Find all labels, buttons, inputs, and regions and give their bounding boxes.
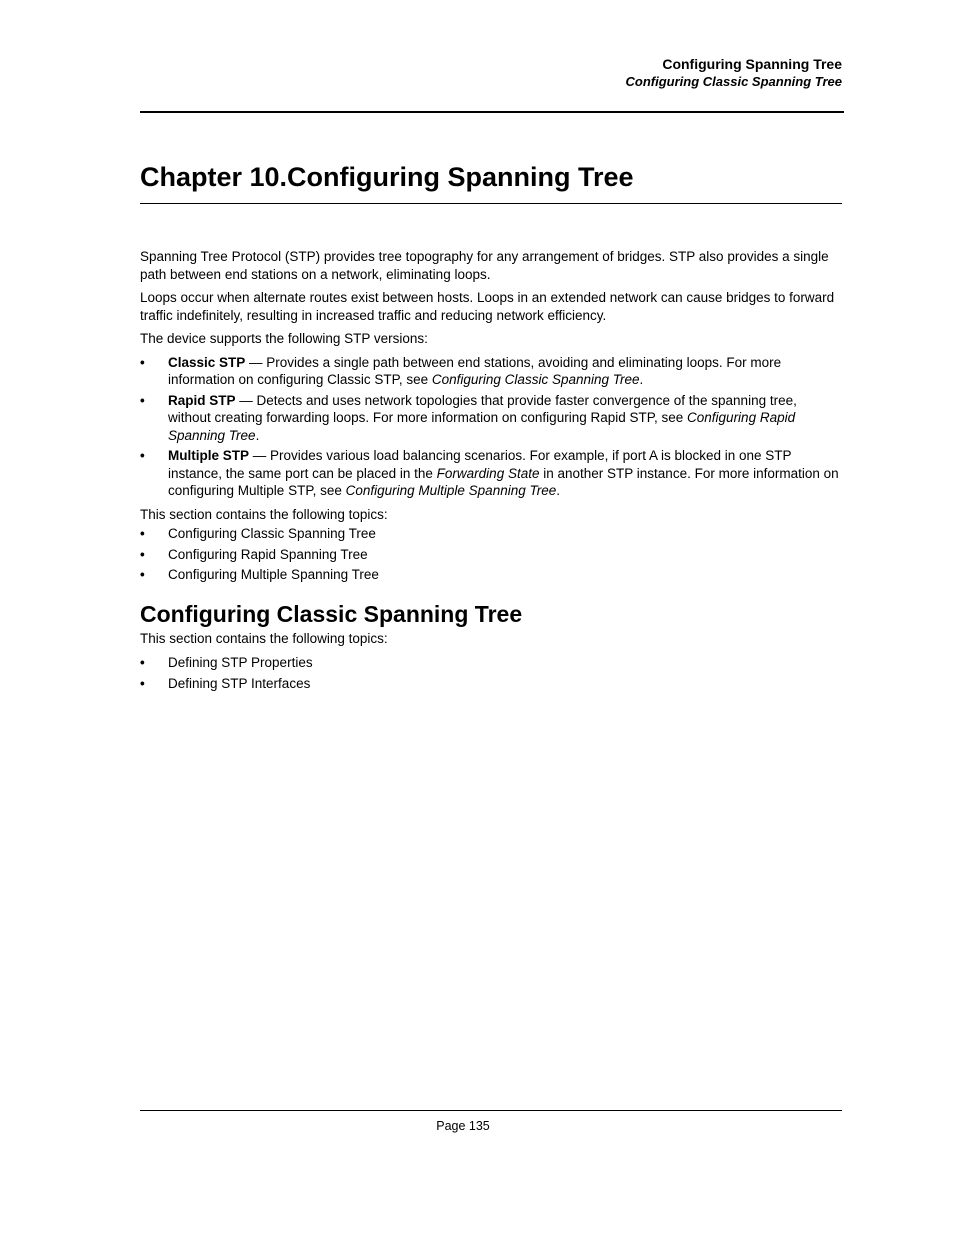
header-rule xyxy=(140,111,844,113)
topic-item: • Configuring Rapid Spanning Tree xyxy=(140,546,368,562)
list-item: • Classic STP — Provides a single path between end stations, avoiding and eliminating loops. For more information on configuring Classic STP, see Configuring Classic Spanning Tree. xyxy=(140,354,782,387)
bullet-icon: • xyxy=(140,567,145,582)
chapter-title-rule xyxy=(140,203,842,204)
topic-item: • Defining STP Interfaces xyxy=(140,675,311,691)
chapter-title: Chapter 10.Configuring Spanning Tree xyxy=(140,162,634,192)
running-header-subtitle: Configuring Classic Spanning Tree xyxy=(625,74,842,89)
cross-reference: Configuring Rapid Spanning Tree xyxy=(168,410,796,443)
topic-item: • Defining STP Properties xyxy=(140,655,313,670)
list-item: • Multiple STP — Provides various load balancing scenarios. For example, if port A is blocked in one STP instance, the same port can be placed in the Forwarding State in another STP instance. For more information on configuring Multiple STP, see Configuring Multiple Spanning Tree. xyxy=(140,448,839,498)
intro-paragraph-2: Loops occur when alternate routes exist between hosts. Loops in an extended network can cause bridges to forward traffic indefinitely, resulting in increased traffic and reducing network efficiency. xyxy=(140,290,835,323)
bullet-icon: • xyxy=(140,526,145,541)
stp-versions-list xyxy=(140,354,842,500)
cross-reference: Configuring Multiple Spanning Tree xyxy=(345,483,557,498)
bullet-icon: • xyxy=(140,546,145,562)
section-title: Configuring Classic Spanning Tree xyxy=(140,600,523,627)
bullet-icon: • xyxy=(140,392,145,408)
bullet-icon: • xyxy=(140,354,145,370)
running-header xyxy=(626,55,842,90)
version-term: Classic STP xyxy=(168,354,246,370)
version-text-cont: in another STP instance. For more information on configuring Multiple STP, see xyxy=(168,465,839,498)
version-term: Rapid STP xyxy=(168,392,236,408)
bullet-icon: • xyxy=(140,655,145,670)
footer-rule xyxy=(140,1110,842,1111)
bullet-icon: • xyxy=(140,675,145,691)
section-topics-list xyxy=(140,654,842,692)
topic-item: • Configuring Classic Spanning Tree xyxy=(140,526,376,541)
version-term: Multiple STP xyxy=(168,448,249,463)
topics-intro: This section contains the following topics: xyxy=(140,506,388,522)
emphasis-term: Forwarding State xyxy=(436,465,540,481)
list-item: • Rapid STP — Detects and uses network topologies that provide faster convergence of the spanning tree, without creating forwarding loops. For more information on configuring Rapid STP, see Configuring Rapid Spanning Tree. xyxy=(140,392,797,443)
section-intro: This section contains the following topics: xyxy=(140,630,388,646)
page-number: Page 135 xyxy=(436,1119,490,1133)
topics-list xyxy=(140,525,842,584)
page-body xyxy=(140,248,842,698)
version-text: — Detects and uses network topologies that provide faster convergence of the spanning tree, without creating forwarding loops. For more information on configuring Rapid STP, see xyxy=(168,392,797,425)
bullet-icon: • xyxy=(140,448,145,463)
version-text: — Provides various load balancing scenarios. For example, if port A is blocked in one STP instance, the same port can be placed in the xyxy=(168,448,792,481)
version-text: — Provides a single path between end stations, avoiding and eliminating loops. For more information on configuring Classic STP, see xyxy=(168,354,782,387)
topic-item: • Configuring Multiple Spanning Tree xyxy=(140,567,379,582)
running-header-title: Configuring Spanning Tree xyxy=(662,56,842,72)
cross-reference: Configuring Classic Spanning Tree xyxy=(431,372,640,387)
intro-paragraph-3: The device supports the following STP versions: xyxy=(140,331,428,346)
intro-paragraph-1: Spanning Tree Protocol (STP) provides tree topography for any arrangement of bridges. STP also provides a single path between end stations on a network, eliminating loops. xyxy=(140,249,829,282)
